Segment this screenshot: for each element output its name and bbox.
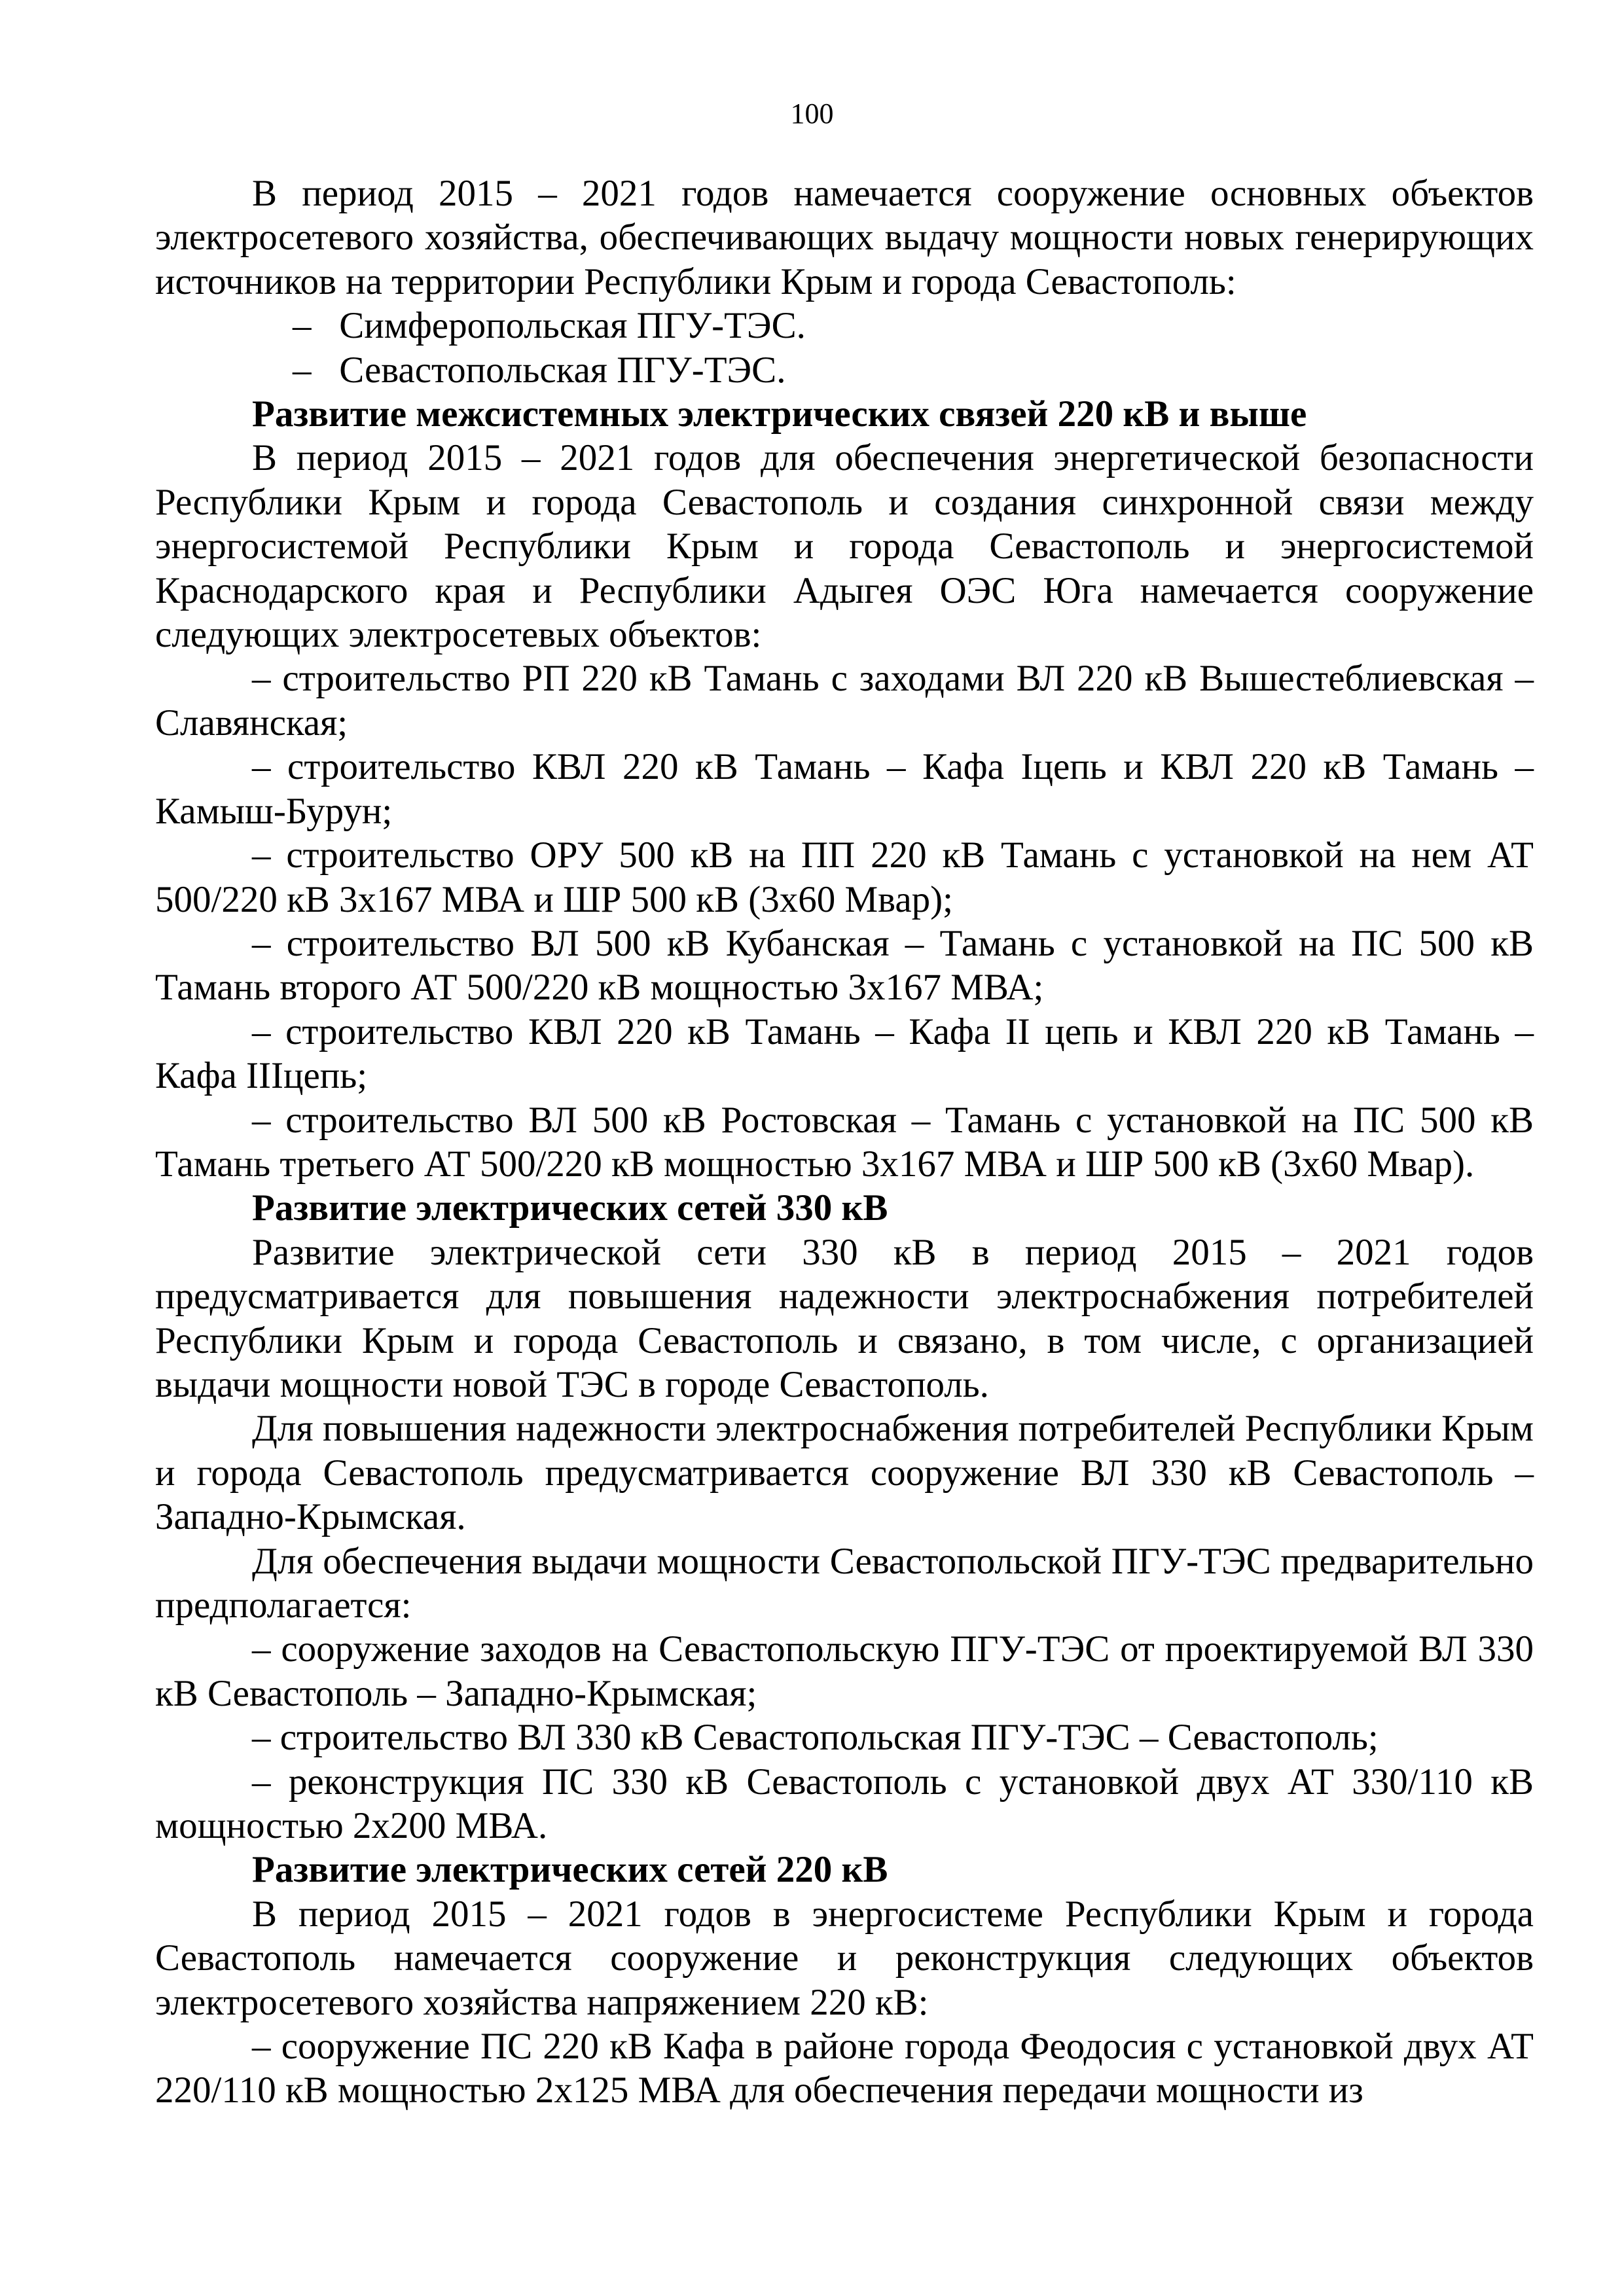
section-heading: Развитие электрических сетей 220 кВ [252,1849,888,1891]
list-item: – Симферопольская ПГУ-ТЭС. [155,304,1534,348]
document-body [155,171,1534,2113]
list-item: – сооружение ПС 220 кВ Кафа в районе города Феодосия с установкой двух АТ 220/110 кВ мощностью 2х125 МВА для обеспечения передачи мощности из [155,2026,1534,2111]
list-item: – строительство РП 220 кВ Тамань с заходами ВЛ 220 кВ Вышестеблиевская – Славянская; [155,658,1534,744]
paragraph: В период 2015 – 2021 годов в энергосистеме Республики Крым и города Севастополь намечается сооружение и реконструкция следующих объектов электросетевого хозяйства напряжением 220 кВ: [155,1893,1534,2023]
list-item: – строительство ОРУ 500 кВ на ПП 220 кВ Тамань с установкой на нем АТ 500/220 кВ 3х167 МВА и ШР 500 кВ (3х60 Мвар); [155,834,1534,920]
paragraph: В период 2015 – 2021 годов для обеспечения энергетической безопасности Республики Крым и города Севастополь и создания синхронной связи между энергосистемой Республики Крым и города Севастополь и энергосистемой Краснодарского края и Республики Адыгея ОЭС Юга намечается сооружение следующих электросетевых объектов: [155,437,1534,656]
section-heading: Развитие электрических сетей 330 кВ [252,1187,888,1229]
paragraph: Для повышения надежности электроснабжения потребителей Республики Крым и города Севастополь предусматривается сооружение ВЛ 330 кВ Севастополь – Западно-Крымская. [155,1408,1534,1538]
page-number: 100 [790,98,834,130]
paragraph-intro: В период 2015 – 2021 годов намечается сооружение основных объектов электросетевого хозяйства, обеспечивающих выдачу мощности новых генерирующих источников на территории Республики Крым и города Севастополь: [155,173,1534,302]
paragraph: Развитие электрической сети 330 кВ в период 2015 – 2021 годов предусматривается для повышения надежности электроснабжения потребителей Республики Крым и города Севастополь и связано, в том числе, с организацией выдачи мощности новой ТЭС в городе Севастополь. [155,1231,1534,1405]
list-item: – строительство ВЛ 500 кВ Ростовская – Тамань с установкой на ПС 500 кВ Тамань третьего АТ 500/220 кВ мощностью 3х167 МВА и ШР 500 кВ (3х60 Мвар). [155,1099,1534,1185]
list-item: – строительство КВЛ 220 кВ Тамань – Кафа Iцепь и КВЛ 220 кВ Тамань – Камыш-Бурун; [155,746,1534,832]
list-item: – Севастопольская ПГУ-ТЭС. [155,348,1534,392]
list-item: – строительство ВЛ 500 кВ Кубанская – Тамань с установкой на ПС 500 кВ Тамань второго АТ 500/220 кВ мощностью 3х167 МВА; [155,922,1534,1009]
list-item: – сооружение заходов на Севастопольскую ПГУ-ТЭС от проектируемой ВЛ 330 кВ Севастополь – Западно-Крымская; [155,1628,1534,1714]
section-heading: Развитие межсистемных электрических связей 220 кВ и выше [252,393,1307,435]
list-item: – строительство ВЛ 330 кВ Севастопольская ПГУ-ТЭС – Севастополь; [252,1717,1379,1759]
list-item: – строительство КВЛ 220 кВ Тамань – Кафа II цепь и КВЛ 220 кВ Тамань – Кафа IIIцепь; [155,1011,1534,1097]
list-item: – реконструкция ПС 330 кВ Севастополь с установкой двух АТ 330/110 кВ мощностью 2х200 МВА. [155,1761,1534,1847]
paragraph: Для обеспечения выдачи мощности Севастопольской ПГУ-ТЭС предварительно предполагается: [155,1540,1534,1626]
